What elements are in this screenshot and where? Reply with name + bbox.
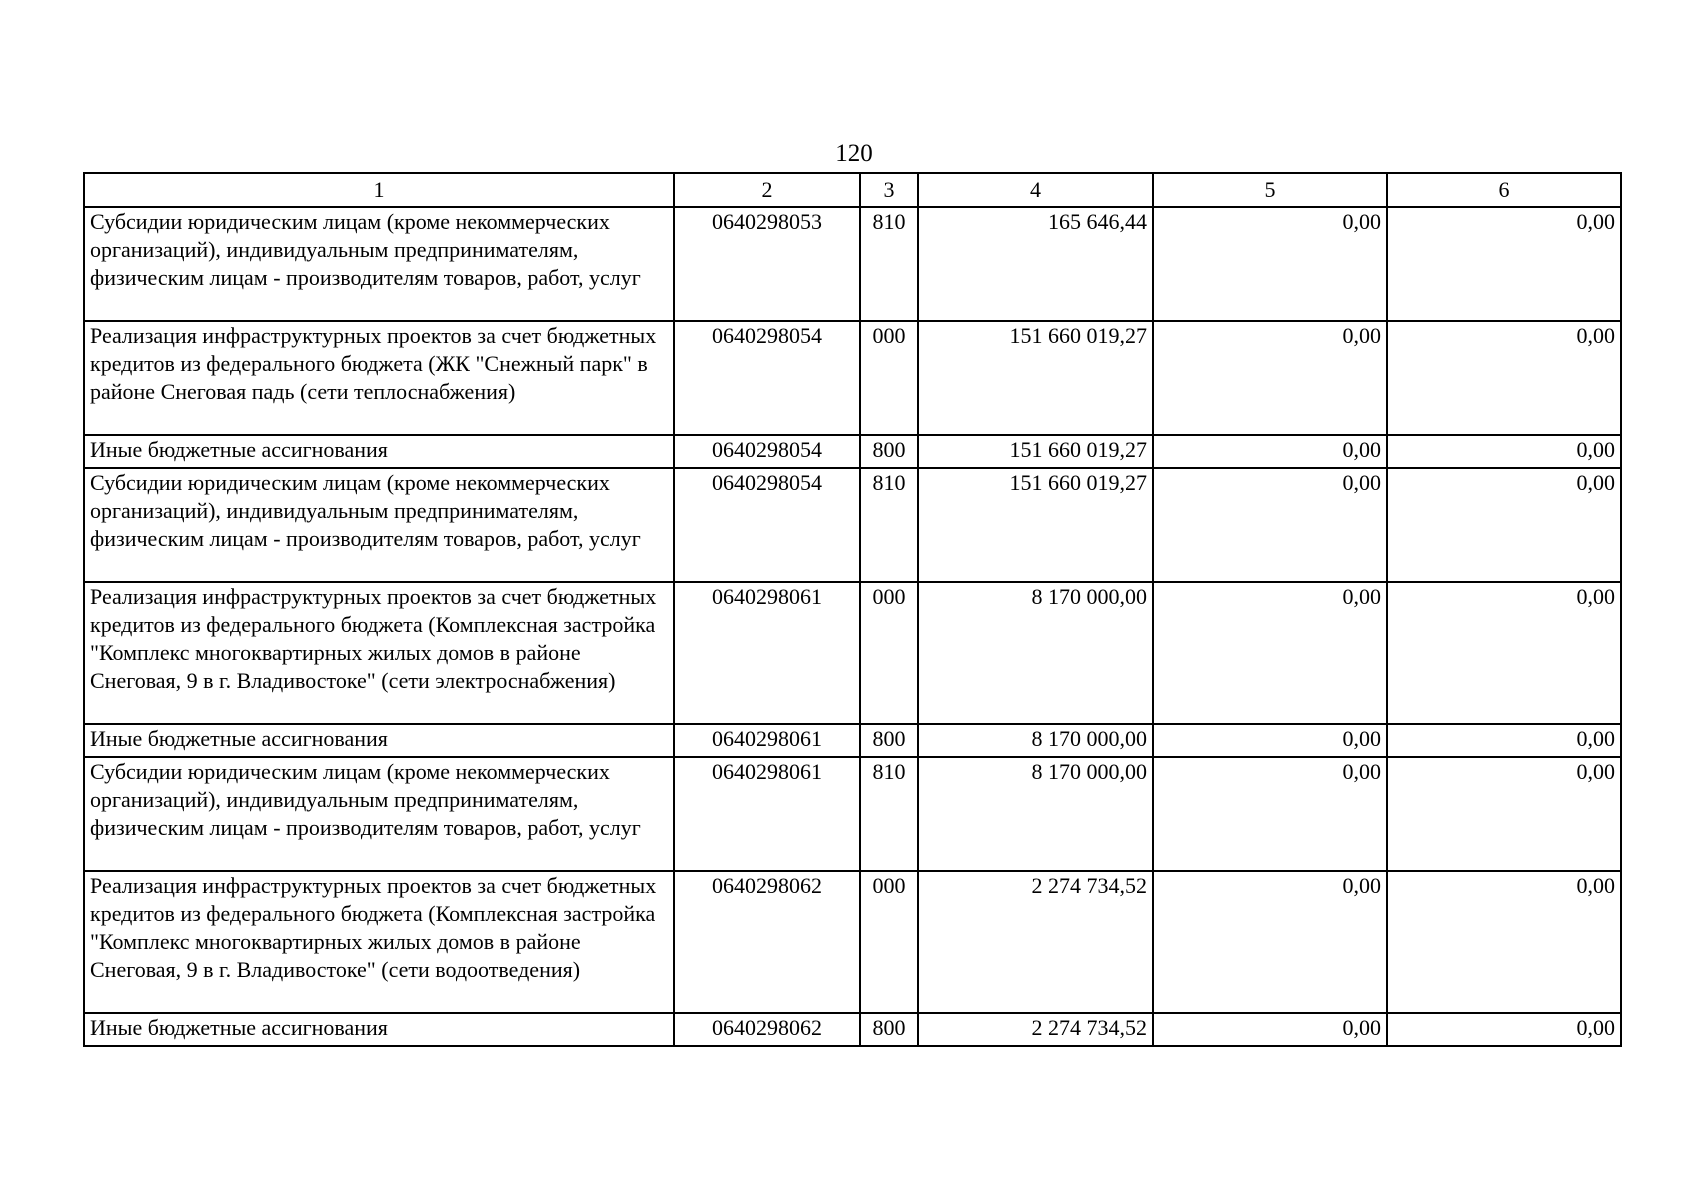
header-row: [84, 173, 1621, 207]
row-code-cell: 0640298061: [674, 724, 860, 757]
table-row: [84, 435, 1621, 468]
row-amount-col6-cell: 0,00: [1387, 1013, 1621, 1046]
row-amount-col6-cell: 0,00: [1387, 871, 1621, 1013]
row-expense-type-cell: 000: [860, 582, 918, 724]
row-expense-type-cell: 800: [860, 724, 918, 757]
row-amount-col5-cell: 0,00: [1153, 582, 1387, 724]
row-code-cell: 0640298054: [674, 435, 860, 468]
row-expense-type-cell: 000: [860, 871, 918, 1013]
row-amount-col5-cell: 0,00: [1153, 468, 1387, 582]
row-expense-type-cell: 800: [860, 435, 918, 468]
budget-table: [83, 172, 1622, 1047]
row-expense-type-cell: 810: [860, 207, 918, 321]
row-amount-col5-cell: 0,00: [1153, 321, 1387, 435]
row-amount-col5-cell: 0,00: [1153, 1013, 1387, 1046]
row-code-cell: 0640298061: [674, 757, 860, 871]
header-col-1: 1: [84, 173, 674, 207]
row-amount-col4-cell: 8 170 000,00: [918, 582, 1153, 724]
row-amount-col5-cell: 0,00: [1153, 435, 1387, 468]
row-amount-col6-cell: 0,00: [1387, 582, 1621, 724]
row-code-cell: 0640298062: [674, 871, 860, 1013]
row-code-cell: 0640298054: [674, 468, 860, 582]
table-body: [84, 207, 1621, 1046]
row-amount-col6-cell: 0,00: [1387, 757, 1621, 871]
table-row: [84, 757, 1621, 871]
row-amount-col4-cell: 2 274 734,52: [918, 1013, 1153, 1046]
row-name-cell: Реализация инфраструктурных проектов за счет бюджетных кредитов из федерального бюджета (Комплексная застройка "Комплекс многоквартирных жилых домов в районе Снеговая, 9 в г. Владивостоке" (сети электроснабжения): [84, 582, 674, 724]
row-name-cell: Субсидии юридическим лицам (кроме некоммерческих организаций), индивидуальным предпринимателям, физическим лицам - производителям товаров, работ, услуг: [84, 757, 674, 871]
table-row: [84, 871, 1621, 1013]
page-number: [0, 140, 1698, 168]
header-col-6: 6: [1387, 173, 1621, 207]
row-amount-col6-cell: 0,00: [1387, 468, 1621, 582]
table-row: [84, 207, 1621, 321]
row-expense-type-cell: 800: [860, 1013, 918, 1046]
table-row: [84, 468, 1621, 582]
table-row: [84, 724, 1621, 757]
row-amount-col5-cell: 0,00: [1153, 207, 1387, 321]
row-code-cell: 0640298062: [674, 1013, 860, 1046]
row-name-cell: Иные бюджетные ассигнования: [84, 435, 674, 468]
row-amount-col4-cell: 151 660 019,27: [918, 468, 1153, 582]
table-row: [84, 321, 1621, 435]
row-amount-col6-cell: 0,00: [1387, 724, 1621, 757]
row-amount-col5-cell: 0,00: [1153, 757, 1387, 871]
row-expense-type-cell: 810: [860, 757, 918, 871]
header-col-4: 4: [918, 173, 1153, 207]
row-code-cell: 0640298054: [674, 321, 860, 435]
row-expense-type-cell: 000: [860, 321, 918, 435]
row-code-cell: 0640298053: [674, 207, 860, 321]
row-amount-col6-cell: 0,00: [1387, 207, 1621, 321]
row-amount-col4-cell: 151 660 019,27: [918, 321, 1153, 435]
page-number-text: 120: [835, 140, 873, 167]
table-row: [84, 1013, 1621, 1046]
row-amount-col4-cell: 165 646,44: [918, 207, 1153, 321]
row-name-cell: Реализация инфраструктурных проектов за счет бюджетных кредитов из федерального бюджета (ЖК "Снежный парк" в районе Снеговая падь (сети теплоснабжения): [84, 321, 674, 435]
row-amount-col6-cell: 0,00: [1387, 435, 1621, 468]
row-amount-col6-cell: 0,00: [1387, 321, 1621, 435]
header-col-2: 2: [674, 173, 860, 207]
row-amount-col5-cell: 0,00: [1153, 724, 1387, 757]
row-name-cell: Иные бюджетные ассигнования: [84, 1013, 674, 1046]
table-row: [84, 582, 1621, 724]
row-amount-col4-cell: 2 274 734,52: [918, 871, 1153, 1013]
row-name-cell: Иные бюджетные ассигнования: [84, 724, 674, 757]
row-name-cell: Реализация инфраструктурных проектов за счет бюджетных кредитов из федерального бюджета (Комплексная застройка "Комплекс многоквартирных жилых домов в районе Снеговая, 9 в г. Владивостоке" (сети водоотведения): [84, 871, 674, 1013]
row-code-cell: 0640298061: [674, 582, 860, 724]
header-col-3: 3: [860, 173, 918, 207]
row-amount-col4-cell: 8 170 000,00: [918, 757, 1153, 871]
row-name-cell: Субсидии юридическим лицам (кроме некоммерческих организаций), индивидуальным предпринимателям, физическим лицам - производителям товаров, работ, услуг: [84, 207, 674, 321]
row-name-cell: Субсидии юридическим лицам (кроме некоммерческих организаций), индивидуальным предпринимателям, физическим лицам - производителям товаров, работ, услуг: [84, 468, 674, 582]
row-amount-col5-cell: 0,00: [1153, 871, 1387, 1013]
row-expense-type-cell: 810: [860, 468, 918, 582]
row-amount-col4-cell: 8 170 000,00: [918, 724, 1153, 757]
row-amount-col4-cell: 151 660 019,27: [918, 435, 1153, 468]
header-col-5: 5: [1153, 173, 1387, 207]
